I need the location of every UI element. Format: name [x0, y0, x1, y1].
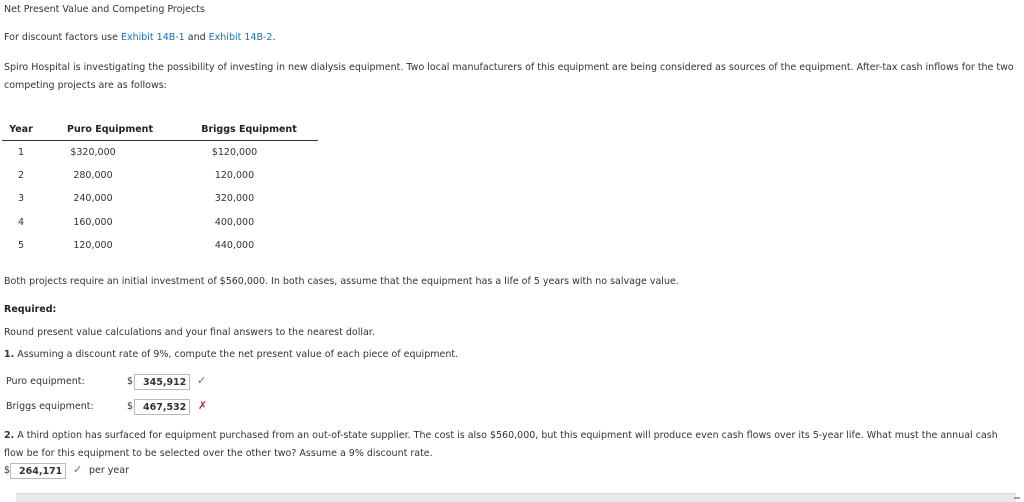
- rounding-instruction: Round present value calculations and your final answers to the nearest dollar.: [4, 327, 375, 338]
- briggs-cell: 400,000: [214, 216, 255, 228]
- check-icon: ✓: [73, 463, 83, 476]
- page-title: Net Present Value and Competing Projects: [4, 4, 205, 15]
- year-cell: 2: [17, 169, 25, 181]
- briggs-equipment-label: Briggs equipment:: [6, 401, 94, 412]
- year-cell: 4: [17, 216, 25, 228]
- discount-factors-note: [4, 32, 275, 43]
- table-row: [2, 140, 318, 164]
- cash-inflows-table: [2, 120, 318, 258]
- exhibit-14b-1-link[interactable]: Exhibit 14B-1: [120, 32, 185, 43]
- briggs-currency-symbol: $: [127, 401, 134, 412]
- table-row: [2, 211, 318, 235]
- puro-equipment-label: Puro equipment:: [6, 376, 85, 387]
- table-row: [2, 234, 318, 258]
- intro-suffix: .: [272, 32, 276, 43]
- question-1: [4, 349, 458, 360]
- annual-cash-currency-symbol: $: [4, 465, 11, 476]
- table-row: [2, 164, 318, 188]
- intro-prefix: For discount factors use: [4, 32, 121, 43]
- puro-cell: 280,000: [73, 169, 113, 181]
- question-2: [4, 427, 1019, 463]
- puro-currency-symbol: $: [127, 376, 134, 387]
- bottom-panel-bar: [16, 493, 1016, 502]
- cross-icon: ✗: [198, 399, 208, 412]
- header-puro: Puro Equipment: [40, 120, 180, 140]
- question-2-number: 2.: [4, 430, 15, 441]
- puro-cell: 120,000: [73, 240, 113, 252]
- table-header-row: [2, 120, 318, 140]
- puro-cell: $320,000: [70, 146, 116, 158]
- puro-cell: 240,000: [73, 193, 113, 205]
- header-year: Year: [2, 120, 40, 140]
- puro-cell: 160,000: [73, 216, 113, 228]
- table-row: [2, 187, 318, 211]
- briggs-cell: 440,000: [214, 240, 255, 252]
- year-cell: 1: [17, 146, 25, 158]
- intro-middle: and: [184, 32, 209, 43]
- year-cell: 5: [17, 240, 25, 252]
- year-cell: 3: [17, 193, 25, 205]
- question-1-number: 1.: [4, 349, 15, 360]
- briggs-cell: 320,000: [214, 193, 255, 205]
- header-briggs: Briggs Equipment: [180, 120, 318, 140]
- briggs-npv-input[interactable]: 467,532: [134, 399, 190, 415]
- investment-note: Both projects require an initial investment of $560,000. In both cases, assume that the equipment has a life of 5 years with no salvage value.: [4, 276, 679, 287]
- briggs-cell: $120,000: [211, 146, 258, 158]
- question-2-text: A third option has surfaced for equipment purchased from an out-of-state supplier. The cost is also $560,000, but this equipment will produce even cash flows over its 5-year life. What must the annual cash flow be for this equipment to be selected over the other two? Assume a 9% discount rate.: [4, 430, 998, 459]
- check-icon: ✓: [197, 374, 207, 387]
- scroll-indicator[interactable]: [1014, 497, 1020, 499]
- required-heading: Required:: [4, 304, 57, 315]
- puro-npv-input[interactable]: 345,912: [134, 374, 190, 390]
- exhibit-14b-2-link[interactable]: Exhibit 14B-2: [208, 32, 273, 43]
- question-1-text: Assuming a discount rate of 9%, compute the net present value of each piece of equipment.: [14, 349, 459, 360]
- per-year-label: per year: [89, 465, 129, 476]
- annual-cash-flow-input[interactable]: 264,171: [10, 463, 66, 479]
- briggs-cell: 120,000: [214, 169, 255, 181]
- problem-description: Spiro Hospital is investigating the possibility of investing in new dialysis equipment. Two local manufacturers of this equipment are being considered as sources of the equipment. After-tax cash inflows for the two competing projects are as follows:: [4, 62, 1014, 91]
